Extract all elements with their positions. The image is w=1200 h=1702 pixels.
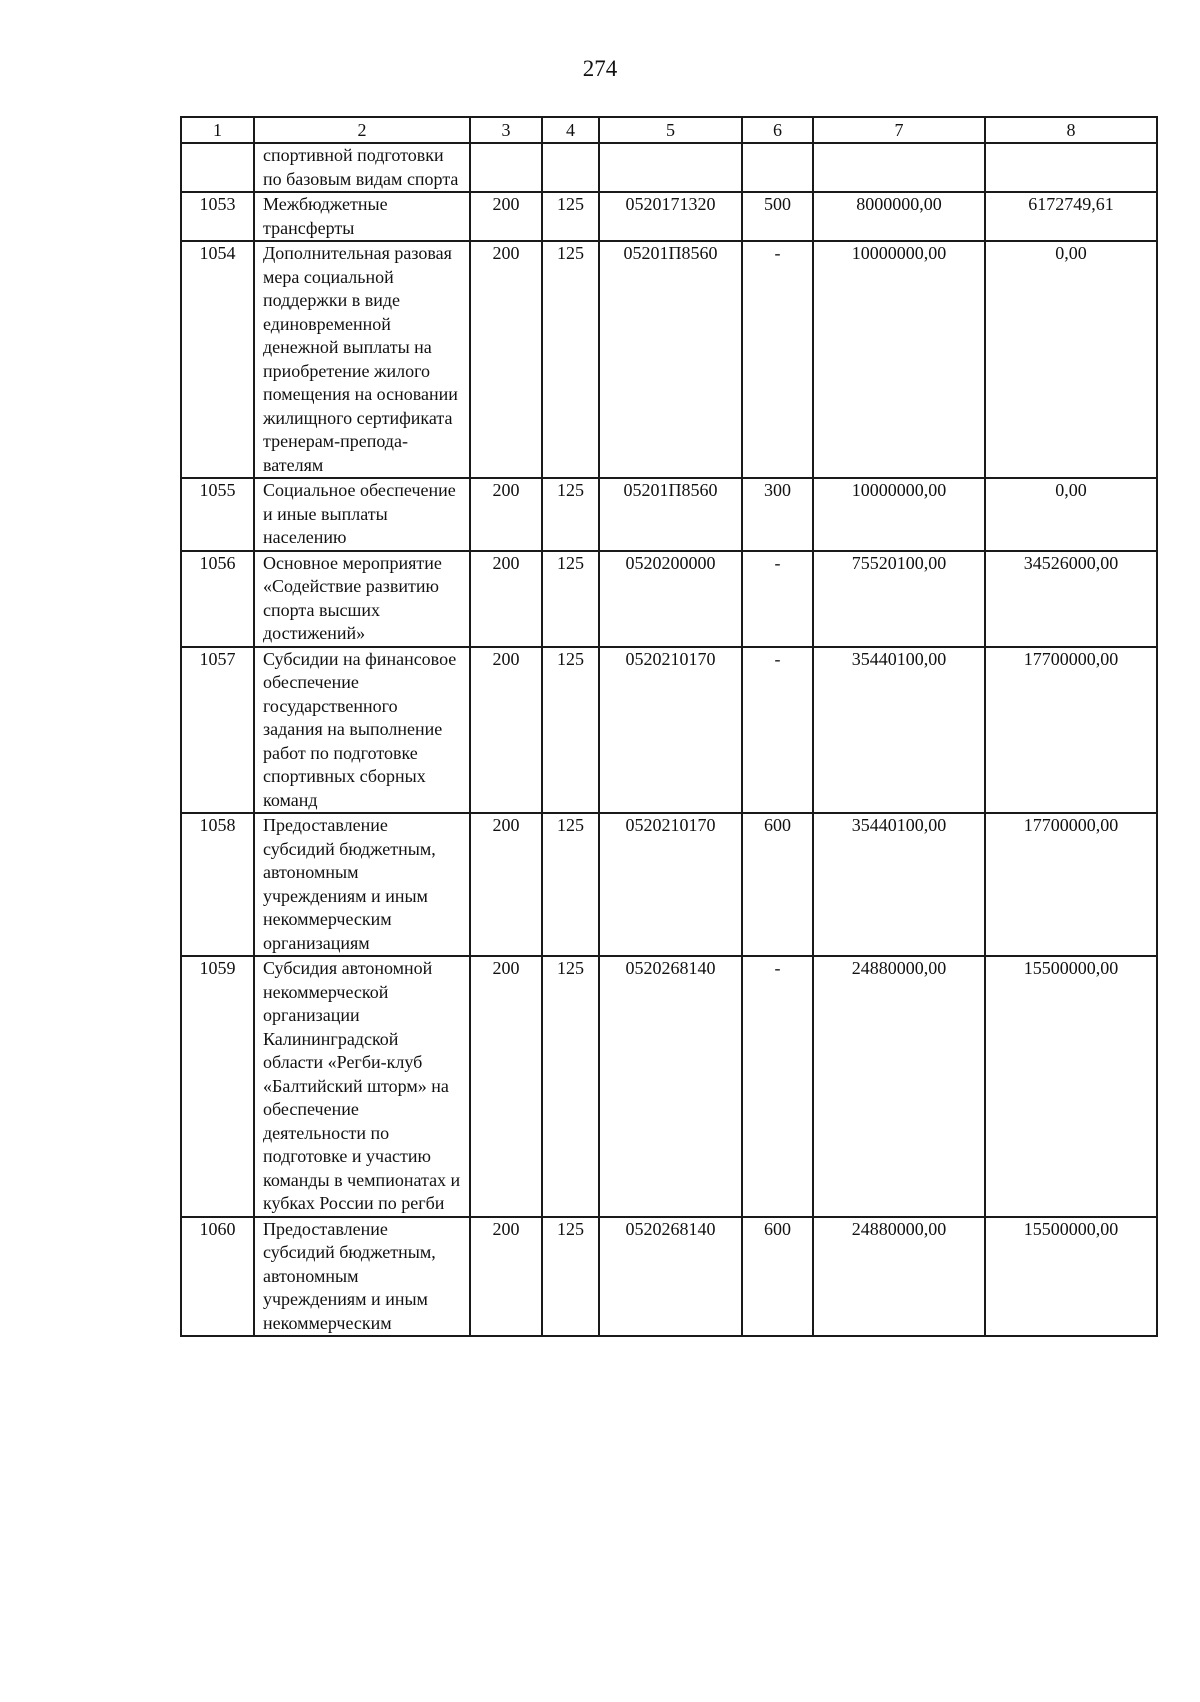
row-col-8: 15500000,00 [985, 1217, 1157, 1337]
row-col-6: 600 [742, 813, 813, 956]
row-col-6 [742, 143, 813, 192]
row-col-8: 0,00 [985, 241, 1157, 478]
row-col-5: 0520171320 [599, 192, 742, 241]
row-number [181, 143, 254, 192]
row-col-4 [542, 143, 599, 192]
row-col-8: 0,00 [985, 478, 1157, 551]
header-col-6: 6 [742, 117, 813, 143]
row-col-4: 125 [542, 647, 599, 814]
row-name: Межбюджетные трансферты [254, 192, 470, 241]
table-row [181, 1217, 1157, 1337]
header-col-8: 8 [985, 117, 1157, 143]
row-number: 1055 [181, 478, 254, 551]
row-col-5: 0520200000 [599, 551, 742, 647]
row-col-5: 0520268140 [599, 1217, 742, 1337]
row-col-6: - [742, 647, 813, 814]
row-col-5: 0520268140 [599, 956, 742, 1217]
row-number: 1056 [181, 551, 254, 647]
row-col-4: 125 [542, 478, 599, 551]
row-col-7: 24880000,00 [813, 956, 985, 1217]
header-row [181, 117, 1157, 143]
row-col-3: 200 [470, 956, 542, 1217]
row-col-3: 200 [470, 551, 542, 647]
table-row [181, 956, 1157, 1217]
row-name: Предоставление субсидий бюджетным, автономным учреждениям и иным некоммерческим [254, 1217, 470, 1337]
row-name: Субсидия автономной некоммерческой организации Калининградской области «Регби-клуб «Балтийский шторм» на обеспечение деятельности по подготовке и участию команды в чемпионатах и кубках России по регби [254, 956, 470, 1217]
row-name: Социальное обеспечение и иные выплаты населению [254, 478, 470, 551]
table-row [181, 647, 1157, 814]
row-col-7 [813, 143, 985, 192]
row-col-7: 24880000,00 [813, 1217, 985, 1337]
row-col-6: - [742, 241, 813, 478]
row-col-5: 05201П8560 [599, 478, 742, 551]
row-name: Основное мероприятие «Содействие развитию спорта высших достижений» [254, 551, 470, 647]
row-name: Дополнительная разовая мера социальной поддержки в виде единовременной денежной выплаты на приобретение жилого помещения на основании жилищного сертификата тренерам-препода- вателям [254, 241, 470, 478]
row-number: 1054 [181, 241, 254, 478]
row-number: 1057 [181, 647, 254, 814]
row-col-3 [470, 143, 542, 192]
row-col-6: 600 [742, 1217, 813, 1337]
table-row [181, 241, 1157, 478]
row-col-5: 0520210170 [599, 813, 742, 956]
header-col-5: 5 [599, 117, 742, 143]
row-number: 1058 [181, 813, 254, 956]
row-col-7: 75520100,00 [813, 551, 985, 647]
row-col-8: 6172749,61 [985, 192, 1157, 241]
row-number: 1060 [181, 1217, 254, 1337]
row-col-5: 05201П8560 [599, 241, 742, 478]
row-col-3: 200 [470, 478, 542, 551]
row-col-5 [599, 143, 742, 192]
row-name: спортивной подготовки по базовым видам спорта [254, 143, 470, 192]
table-row [181, 192, 1157, 241]
row-col-4: 125 [542, 1217, 599, 1337]
row-col-7: 10000000,00 [813, 478, 985, 551]
row-number: 1053 [181, 192, 254, 241]
row-col-7: 10000000,00 [813, 241, 985, 478]
row-number: 1059 [181, 956, 254, 1217]
row-col-8: 34526000,00 [985, 551, 1157, 647]
row-col-5: 0520210170 [599, 647, 742, 814]
table-row [181, 143, 1157, 192]
row-col-4: 125 [542, 956, 599, 1217]
table-row [181, 478, 1157, 551]
row-col-7: 35440100,00 [813, 813, 985, 956]
row-col-8: 17700000,00 [985, 813, 1157, 956]
row-col-7: 35440100,00 [813, 647, 985, 814]
row-col-8: 15500000,00 [985, 956, 1157, 1217]
row-col-8 [985, 143, 1157, 192]
row-name: Предоставление субсидий бюджетным, автономным учреждениям и иным некоммерческим организациям [254, 813, 470, 956]
row-col-7: 8000000,00 [813, 192, 985, 241]
row-col-4: 125 [542, 192, 599, 241]
row-col-4: 125 [542, 813, 599, 956]
row-col-3: 200 [470, 813, 542, 956]
row-col-8: 17700000,00 [985, 647, 1157, 814]
row-col-4: 125 [542, 241, 599, 478]
row-col-6: 300 [742, 478, 813, 551]
row-col-4: 125 [542, 551, 599, 647]
row-col-6: - [742, 551, 813, 647]
budget-table [180, 116, 1158, 1337]
row-col-3: 200 [470, 1217, 542, 1337]
page-number: 274 [582, 56, 618, 81]
row-col-6: - [742, 956, 813, 1217]
header-col-3: 3 [470, 117, 542, 143]
row-col-6: 500 [742, 192, 813, 241]
row-col-3: 200 [470, 192, 542, 241]
header-col-1: 1 [181, 117, 254, 143]
header-col-2: 2 [254, 117, 470, 143]
row-col-3: 200 [470, 647, 542, 814]
row-name: Субсидии на финансовое обеспечение государственного задания на выполнение работ по подготовке спортивных сборных команд [254, 647, 470, 814]
row-col-3: 200 [470, 241, 542, 478]
header-col-4: 4 [542, 117, 599, 143]
header-col-7: 7 [813, 117, 985, 143]
table-row [181, 813, 1157, 956]
table-row [181, 551, 1157, 647]
